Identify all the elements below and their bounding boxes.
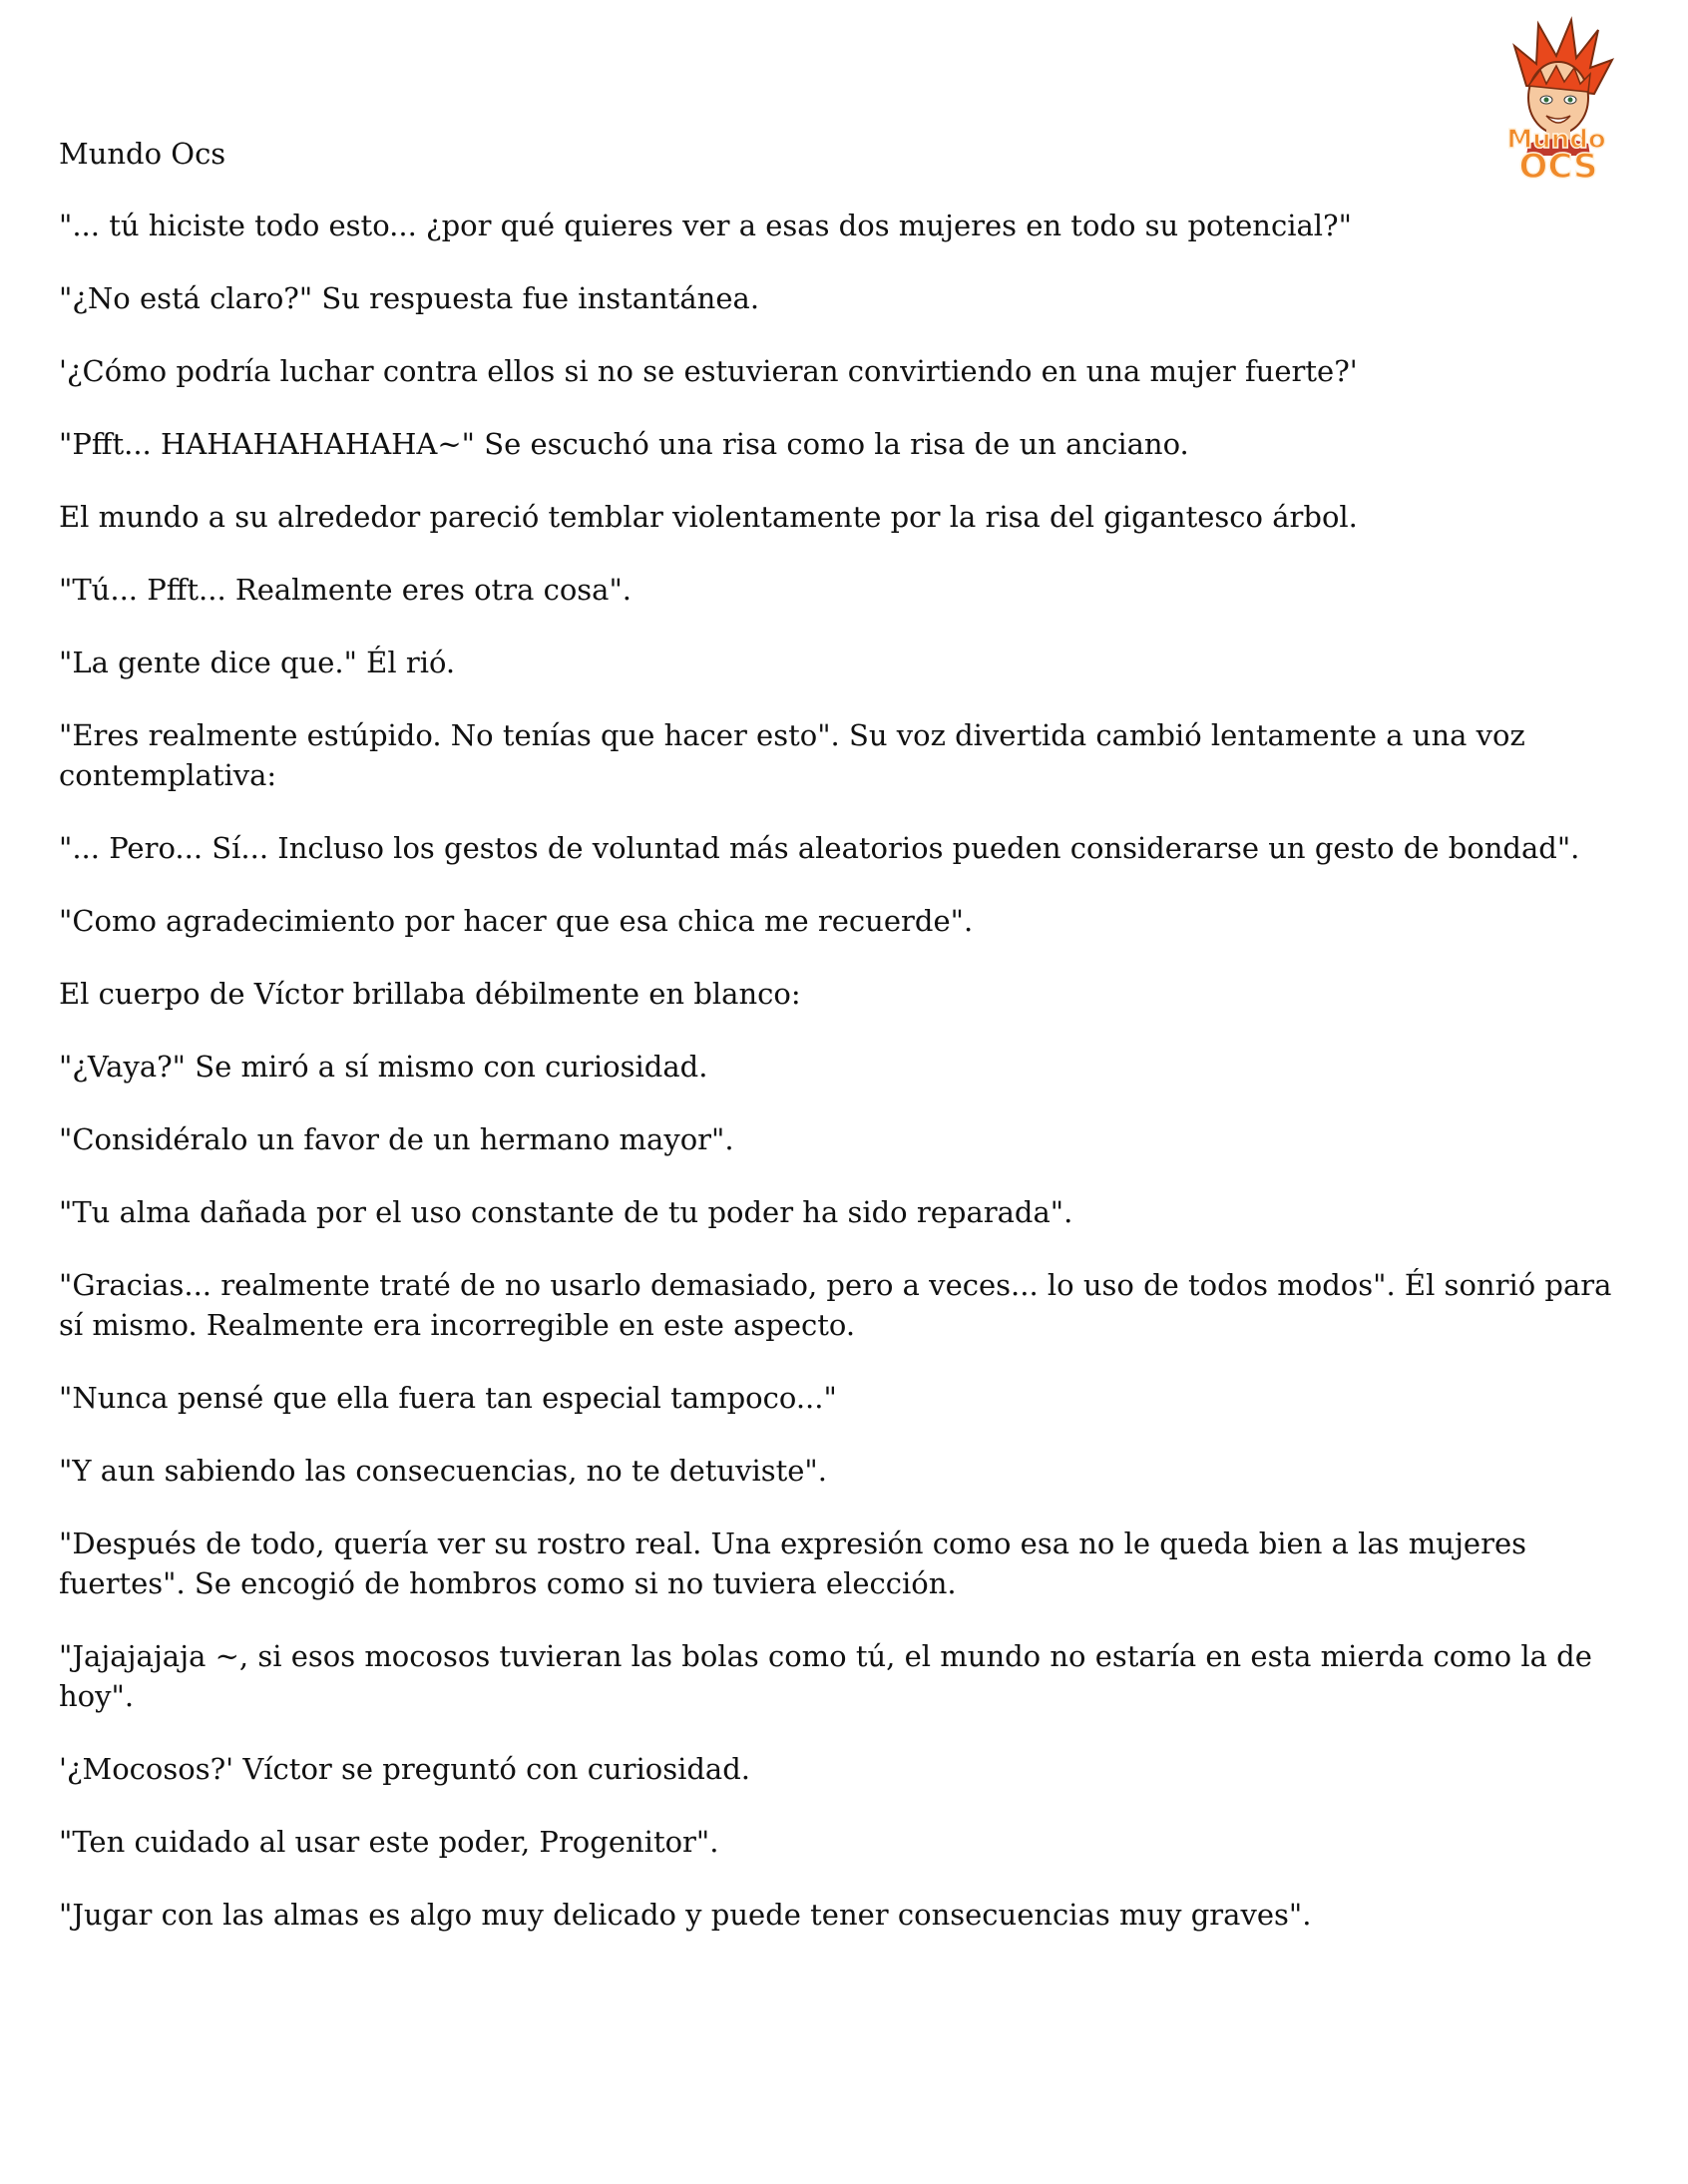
paragraph: El mundo a su alrededor pareció temblar violentamente por la risa del gigantesco árbol. (59, 500, 1358, 534)
paragraph: "Considéralo un favor de un hermano mayor". (59, 1122, 734, 1156)
logo-text-line2: OCS (1518, 147, 1598, 186)
paragraph: "... tú hiciste todo esto... ¿por qué quieres ver a esas dos mujeres en todo su potencial?" (59, 209, 1352, 242)
logo-mascot-image (1467, 16, 1646, 186)
paragraph: "Ten cuidado al usar este poder, Progenitor". (59, 1825, 719, 1859)
paragraph: "... Pero... Sí... Incluso los gestos de voluntad más aleatorios pueden considerarse un gesto de bondad". (59, 831, 1580, 865)
document-header-title: Mundo Ocs (59, 137, 226, 171)
paragraph: '¿Cómo podría luchar contra ellos si no se estuvieran convirtiendo en una mujer fuerte?' (59, 354, 1358, 388)
paragraph: "Después de todo, quería ver su rostro real. Una expresión como esa no le queda bien a las mujeres fuertes". Se encogió de hombros como si no tuviera elección. (59, 1527, 1526, 1600)
paragraph: "Jajajajaja ~, si esos mocosos tuvieran las bolas como tú, el mundo no estaría en esta mierda como la de hoy". (59, 1639, 1592, 1713)
paragraph: "¿Vaya?" Se miró a sí mismo con curiosidad. (59, 1050, 708, 1084)
mundo-ocs-logo (1467, 16, 1646, 186)
paragraph: "Eres realmente estúpido. No tenías que hacer esto". Su voz divertida cambió lentamente a una voz contemplativa: (59, 718, 1525, 792)
paragraph: "Como agradecimiento por hacer que esa chica me recuerde". (59, 904, 974, 938)
document-body (59, 206, 1635, 1967)
paragraph: "Jugar con las almas es algo muy delicado y puede tener consecuencias muy graves". (59, 1898, 1312, 1932)
logo-text-line1: Mundo (1506, 125, 1606, 155)
paragraph: "Tu alma dañada por el uso constante de tu poder ha sido reparada". (59, 1195, 1073, 1229)
paragraph: "Pfft... HAHAHAHAHAHA~" Se escuchó una risa como la risa de un anciano. (59, 427, 1189, 461)
paragraph: "Y aun sabiendo las consecuencias, no te detuviste". (59, 1454, 827, 1488)
paragraph: "Gracias... realmente traté de no usarlo demasiado, pero a veces... lo uso de todos modos". Él sonrió para sí mismo. Realmente era incorregible en este aspecto. (59, 1268, 1612, 1342)
paragraph: El cuerpo de Víctor brillaba débilmente en blanco: (59, 977, 801, 1011)
paragraph: "Tú... Pfft... Realmente eres otra cosa". (59, 573, 633, 607)
paragraph: "¿No está claro?" Su respuesta fue instantánea. (59, 281, 760, 315)
paragraph: "Nunca pensé que ella fuera tan especial tampoco..." (59, 1381, 837, 1415)
paragraph: "La gente dice que." Él rió. (59, 646, 456, 679)
paragraph: '¿Mocosos?' Víctor se preguntó con curiosidad. (59, 1752, 750, 1786)
